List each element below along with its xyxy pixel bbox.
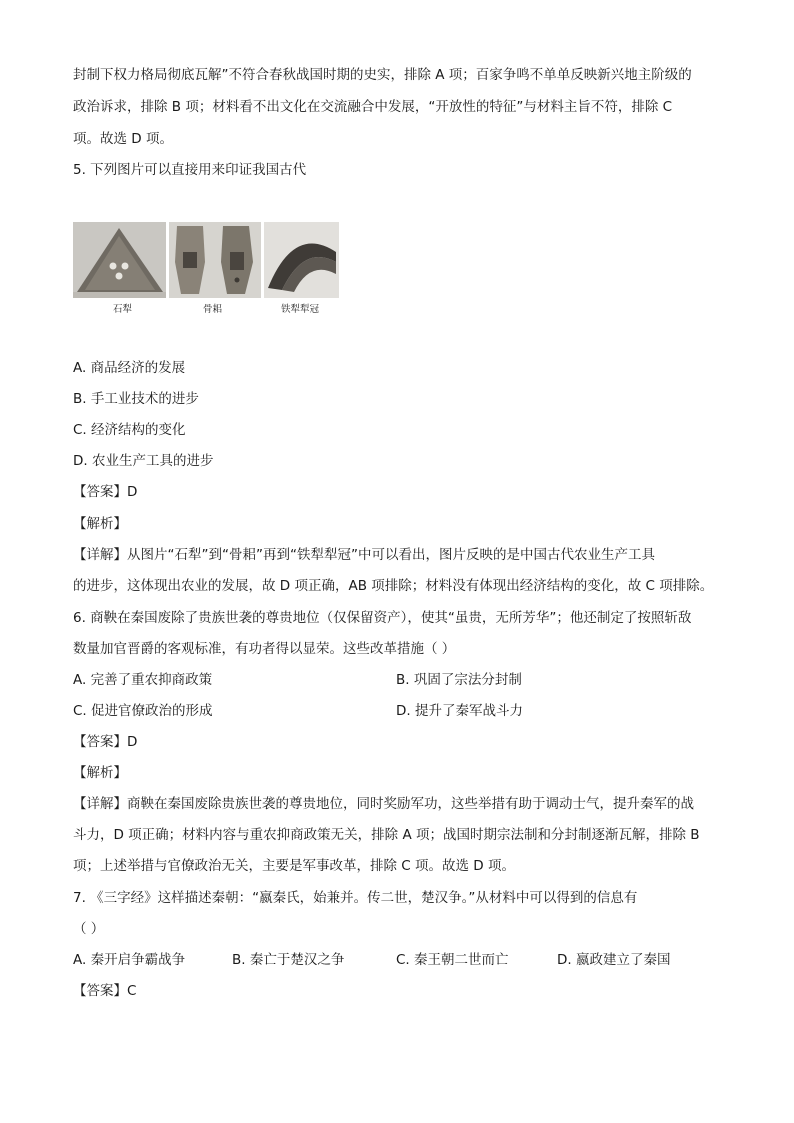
detail-line: 的进步，这体现出农业的发展，故 D 项正确，AB 项排除；材料没有体现出经济结构的变化，故 C 项排除。 <box>73 578 714 594</box>
farming-tools-figure <box>73 222 339 322</box>
question-7-stem: 7. 《三字经》这样描述秦朝：“嬴秦氏，始兼并。传二世，楚汉争。”从材料中可以得到的信息有 <box>73 890 638 906</box>
option-b: B. 秦亡于楚汉之争 <box>232 952 345 968</box>
detail-line: 【详解】商鞅在秦国废除贵族世袭的尊贵地位，同时奖励军功，这些举措有助于调动士气，提升秦军的战 <box>73 796 694 812</box>
question-6-stem: 数量加官晋爵的客观标准，有功者得以显荣。这些改革措施（ ） <box>73 641 456 657</box>
caption-iron-plough-share: 铁犁犁冠 <box>281 304 320 315</box>
option-b: B. 巩固了宗法分封制 <box>396 672 522 688</box>
option-c: C. 秦王朝二世而亡 <box>396 952 509 968</box>
option-c: C. 经济结构的变化 <box>73 422 186 438</box>
stone-plough-image <box>73 222 166 298</box>
option-b: B. 手工业技术的进步 <box>73 391 199 407</box>
answer-label: 【答案】D <box>73 734 138 750</box>
answer-label: 【答案】D <box>73 484 138 500</box>
question-5-stem: 5. 下列图片可以直接用来印证我国古代 <box>73 162 307 178</box>
iron-plough-share-image <box>264 222 339 298</box>
option-c: C. 促进官僚政治的形成 <box>73 703 213 719</box>
paragraph-line: 项。故选 D 项。 <box>73 131 173 147</box>
option-d: D. 提升了秦军战斗力 <box>396 703 523 719</box>
option-a: A. 商品经济的发展 <box>73 360 186 376</box>
paragraph-line: 封制下权力格局彻底瓦解”不符合春秋战国时期的史实，排除 A 项；百家争鸣不单单反映新兴地主阶级的 <box>73 67 692 83</box>
answer-label: 【答案】C <box>73 983 137 999</box>
detail-line: 斗力，D 项正确；材料内容与重农抑商政策无关，排除 A 项；战国时期宗法制和分封制逐渐瓦解，排除 B <box>73 827 700 843</box>
question-7-stem: （ ） <box>73 921 105 937</box>
option-d: D. 嬴政建立了秦国 <box>557 952 671 968</box>
option-a: A. 完善了重农抑商政策 <box>73 672 213 688</box>
analysis-label: 【解析】 <box>73 516 127 532</box>
analysis-label: 【解析】 <box>73 765 127 781</box>
detail-line: 【详解】从图片“石犁”到“骨耜”再到“铁犁犁冠”中可以看出，图片反映的是中国古代农业生产工具 <box>73 547 655 563</box>
detail-line: 项；上述举措与官僚政治无关，主要是军事改革，排除 C 项。故选 D 项。 <box>73 858 515 874</box>
option-d: D. 农业生产工具的进步 <box>73 453 214 469</box>
bone-spade-image <box>169 222 261 298</box>
question-6-stem: 6. 商鞅在秦国废除了贵族世袭的尊贵地位（仅保留资产），使其“虽贵，无所芳华”；他还制定了按照斩敌 <box>73 610 692 626</box>
option-a: A. 秦开启争霸战争 <box>73 952 186 968</box>
caption-stone-plough: 石犁 <box>113 304 133 315</box>
paragraph-line: 政治诉求，排除 B 项；材料看不出文化在交流融合中发展，“开放性的特征”与材料主旨不符，排除 C <box>73 99 673 115</box>
caption-bone-spade: 骨耜 <box>203 304 223 315</box>
